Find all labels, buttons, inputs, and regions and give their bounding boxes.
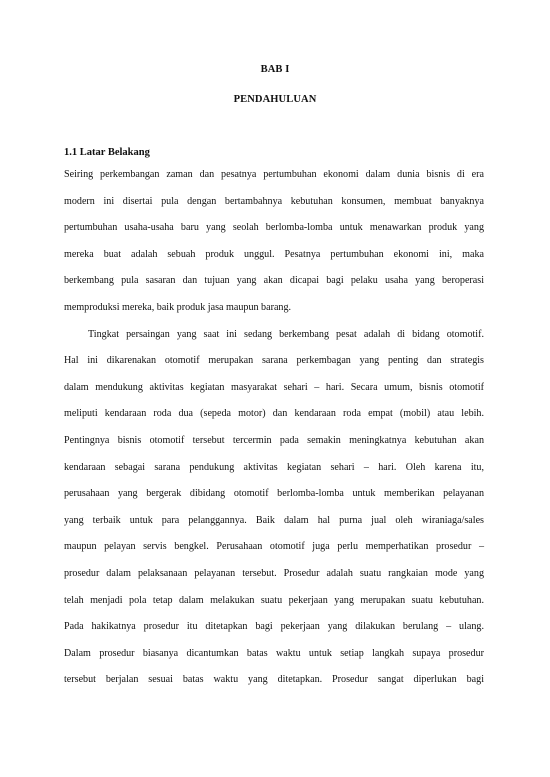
body-text: [64, 162, 484, 694]
text-line: Dalam prosedur biasanya dicantumkan batas waktu untuk setiap langkah supaya prosedur: [64, 647, 484, 659]
text-line: Pada hakikatnya prosedur itu ditetapkan bagi pekerjaan yang dilakukan berulang – ulang.: [64, 621, 484, 633]
text-line: modern ini disertai pula dengan bertambahnya kebutuhan konsumen, membuat banyaknya: [64, 195, 484, 207]
text-line: dalam mendukung aktivitas kegiatan masyarakat sehari – hari. Secara umum, bisnis otomotif: [64, 381, 484, 393]
text-line: Pentingnya bisnis otomotif tersebut tercermin pada semakin meningkatnya kebutuhan akan: [64, 434, 484, 446]
text-line: perusahaan yang bergerak dibidang otomotif berlomba-lomba untuk memberikan pelayanan: [64, 488, 484, 500]
chapter-number: BAB I: [260, 64, 290, 75]
text-line: Tingkat persaingan yang saat ini sedang berkembang pesat adalah di bidang otomotif.: [88, 328, 484, 340]
text-line: Hal ini dikarenakan otomotif merupakan sarana perkembagan yang penting dan strategis: [64, 355, 484, 367]
text-line: pertumbuhan usaha-usaha baru yang seolah berlomba-lomba untuk menawarkan produk yang: [64, 222, 484, 234]
text-line: maupun pelayan servis bengkel. Perusahaan otomotif juga perlu memperhatikan prosedur –: [64, 541, 484, 553]
text-line: telah menjadi pola tetap dalam melakukan suatu pekerjaan yang merupakan suatu kebutuhan.: [64, 594, 484, 606]
text-line: tersebut berjalan sesuai batas waktu yang ditetapkan. Prosedur sangat diperlukan bagi: [64, 674, 484, 686]
text-line: memproduksi mereka, baik produk jasa maupun barang.: [64, 301, 292, 313]
text-line: kendaraan sebagai sarana pendukung aktivitas kegiatan sehari – hari. Oleh karena itu,: [64, 461, 484, 473]
text-line: berkembang pula sasaran dan tujuan yang akan dicapai bagi pelaku usaha yang beroperasi: [64, 275, 484, 287]
paragraph: [64, 162, 484, 322]
text-line: Seiring perkembangan zaman dan pesatnya pertumbuhan ekonomi dalam dunia bisnis di era: [64, 169, 484, 180]
text-line: prosedur dalam pelaksanaan pelayanan tersebut. Prosedur adalah suatu rangkaian mode yang: [64, 567, 484, 579]
text-line: yang terbaik untuk para pelanggannya. Baik dalam hal purna jual oleh wiraniaga/sales: [64, 514, 484, 526]
chapter-title: PENDAHULUAN: [233, 94, 317, 105]
text-line: mereka buat adalah sebuah produk unggul. Pesatnya pertumbuhan ekonomi ini, maka: [64, 248, 484, 260]
paragraph: [64, 322, 484, 694]
text-line: meliputi kendaraan roda dua (sepeda motor) dan kendaraan roda empat (mobil) atau lebih.: [64, 408, 484, 420]
section-heading: 1.1 Latar Belakang: [64, 147, 150, 158]
